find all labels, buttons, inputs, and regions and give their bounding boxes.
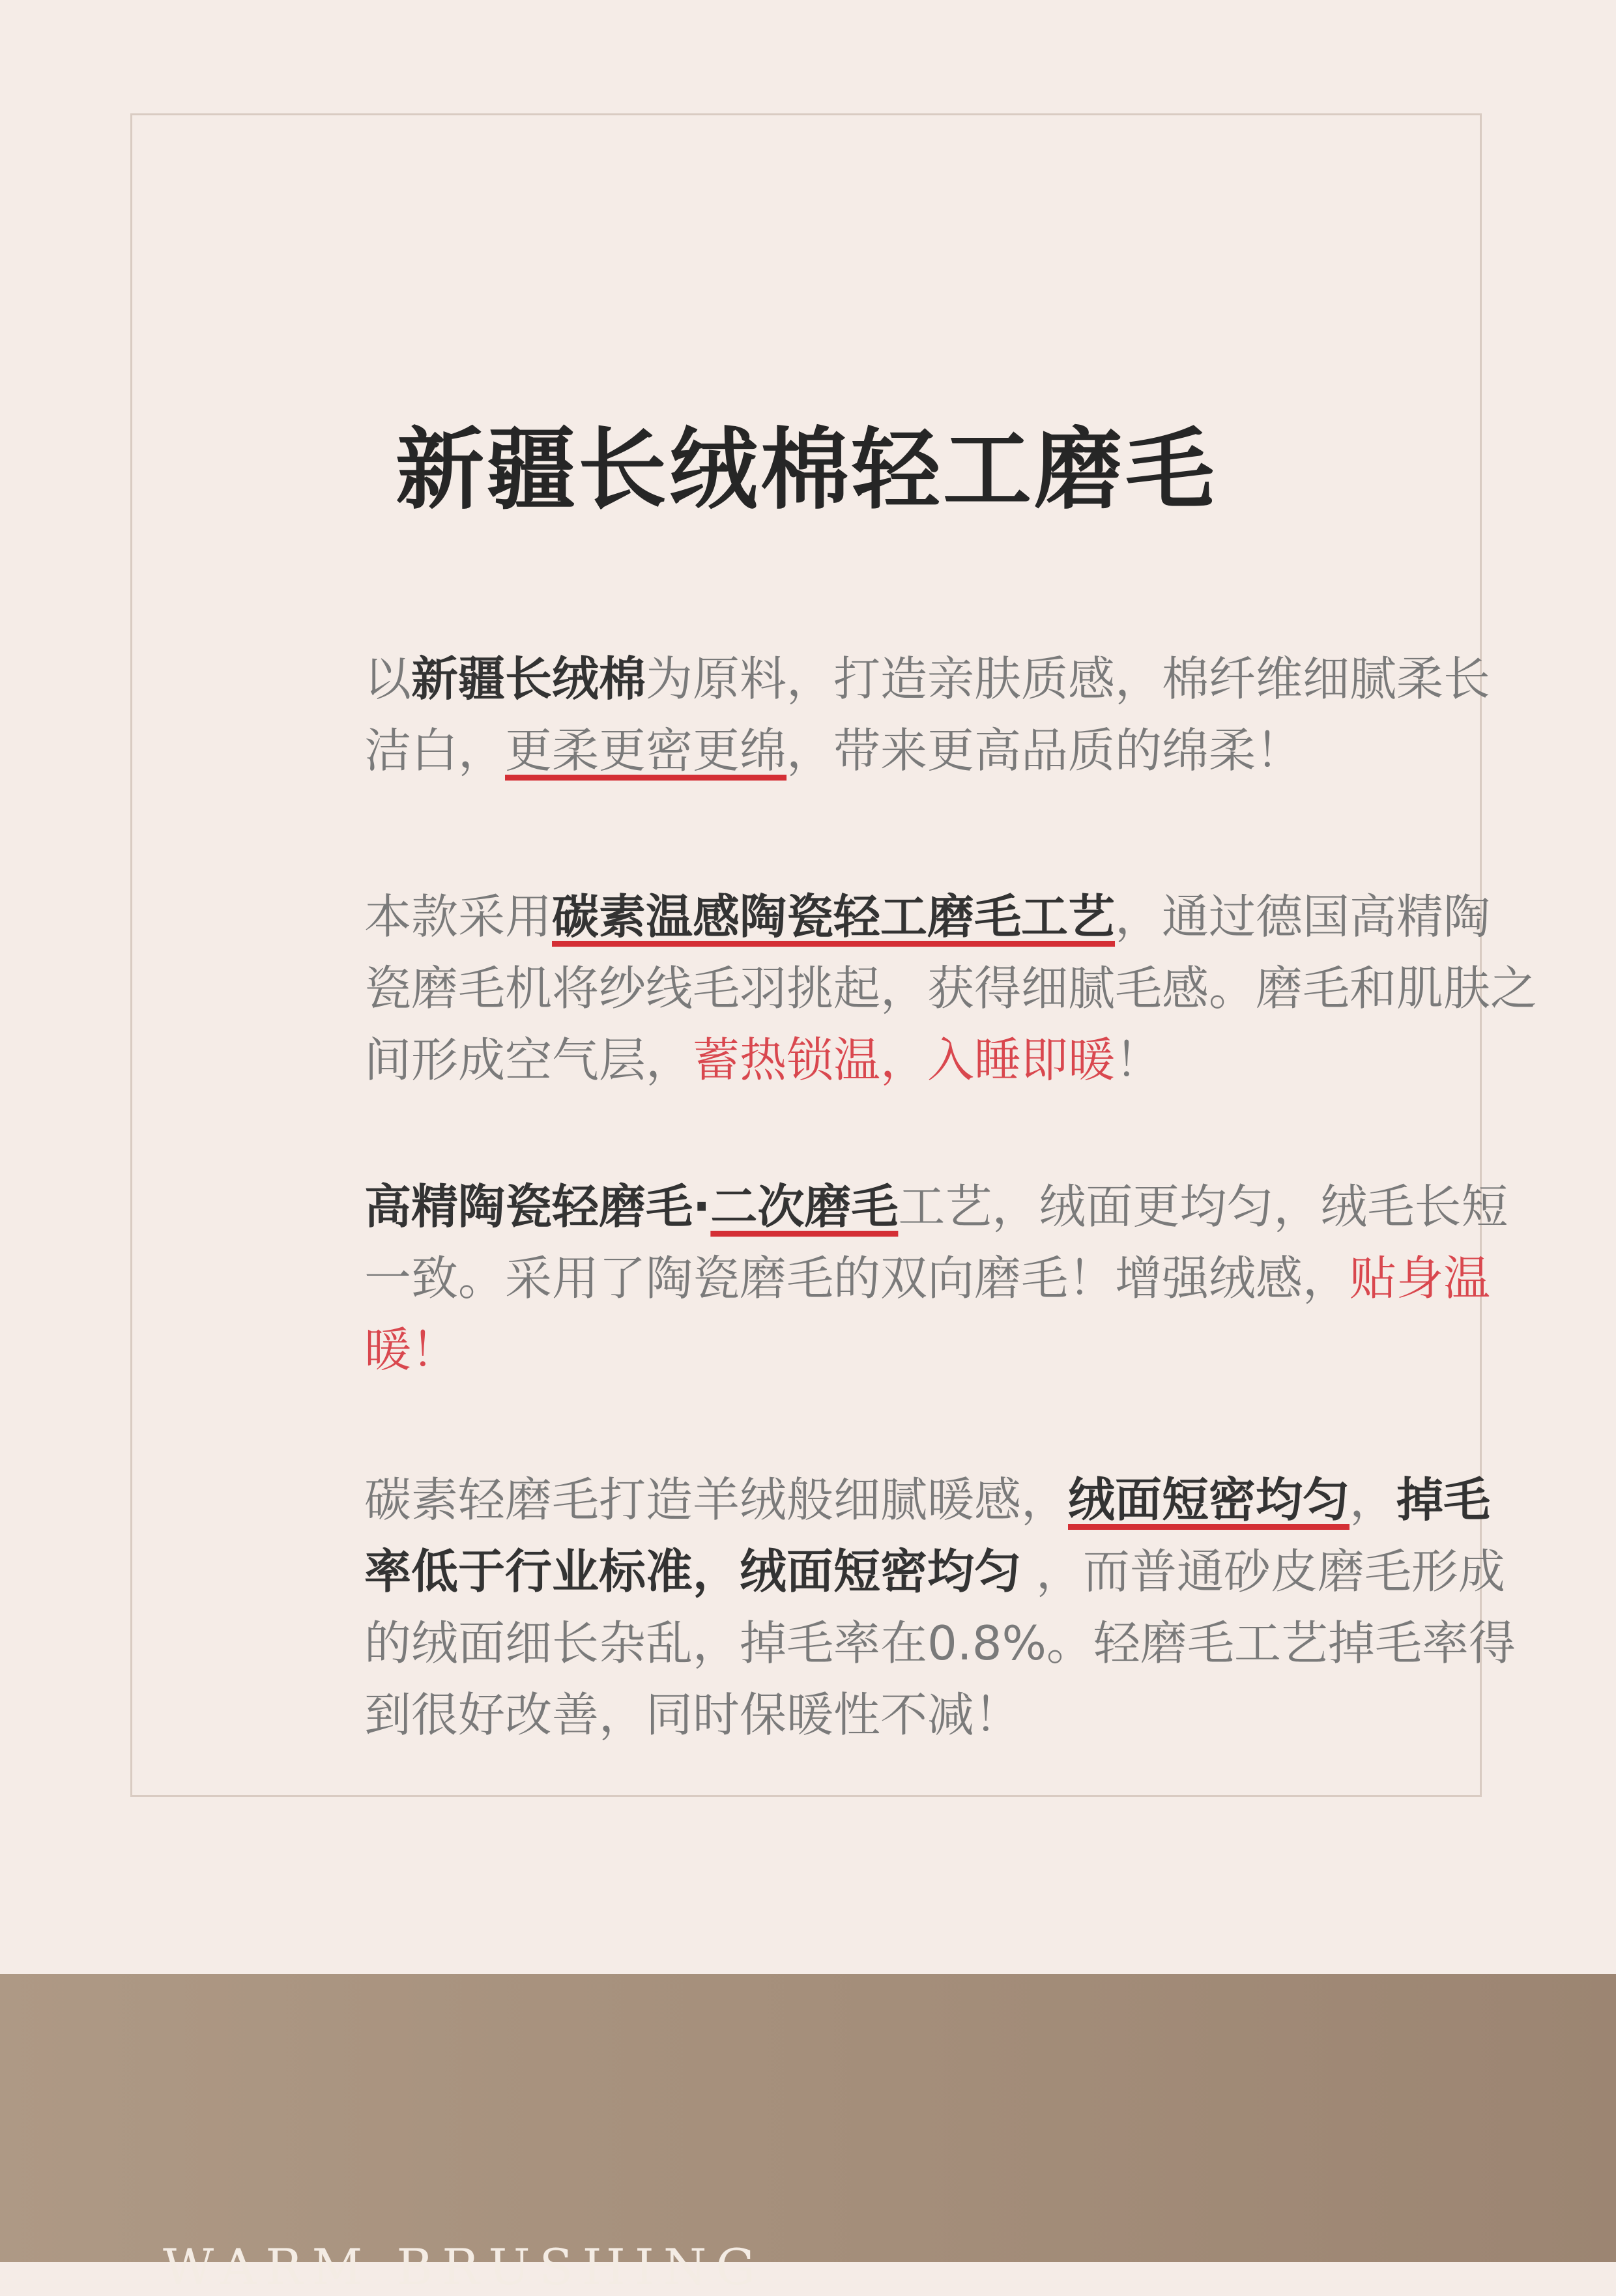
text-segment: ，带来更高品质的绵柔！ xyxy=(786,723,1303,778)
red-body-warmth-text: 贴身温暖！ xyxy=(364,1251,1491,1377)
paragraph-double-brushing xyxy=(364,1171,1537,1386)
page-title: 新疆长绒棉轻工磨毛 xyxy=(396,419,1217,522)
banner-caption: WARM BRUSHING xyxy=(163,2238,765,2296)
text-segment: 本款采用 xyxy=(364,889,553,944)
highlight-low-shedding: 掉毛率低于行业标准，绒面短密均匀 xyxy=(364,1472,1491,1599)
text-segment: ，通过德国高精陶瓷磨毛机将纱线毛羽挑起，获得细腻毛感。磨毛和肌肤之间形成空气层， xyxy=(364,889,1538,1087)
underline-softer-denser: 更柔更密更绵 xyxy=(505,723,787,778)
paragraph-ceramic-brushing xyxy=(364,881,1537,1096)
highlight-xinjiang-cotton: 新疆长绒棉 xyxy=(411,652,646,706)
text-segment: 以 xyxy=(364,652,412,706)
highlight-dense-even-pile: 绒面短密均匀 xyxy=(1068,1472,1350,1527)
paragraph-shedding-rate xyxy=(364,1464,1537,1751)
highlight-second-brushing: 二次磨毛 xyxy=(710,1179,899,1234)
bottom-banner xyxy=(0,1974,1616,2296)
text-segment: 为原料，打造亲肤质感，棉纤维细腻柔长洁白， xyxy=(364,652,1491,778)
red-warmth-text: 蓄热锁温，入睡即暖 xyxy=(693,1033,1116,1087)
text-segment: ！ xyxy=(1115,1033,1162,1087)
text-segment: 碳素轻磨毛打造羊绒般细腻暖感， xyxy=(364,1472,1069,1527)
paragraph-long-staple-cotton xyxy=(364,643,1537,786)
text-segment: ， xyxy=(1349,1472,1397,1527)
text-segment: 工艺，绒面更均匀，绒毛长短一致。采用了陶瓷磨毛的双向磨毛！增强绒感， xyxy=(364,1179,1508,1306)
text-segment: ，而普通砂皮磨毛形成的绒面细长杂乱，掉毛率在0.8%。轻磨毛工艺掉毛率得到很好改善，同时保暖性不减！ xyxy=(364,1544,1516,1742)
highlight-carbon-ceramic-process: 碳素温感陶瓷轻工磨毛工艺 xyxy=(552,889,1116,944)
highlight-ceramic-light-brushing: 高精陶瓷轻磨毛· xyxy=(364,1179,711,1234)
content-card xyxy=(130,113,1538,1797)
